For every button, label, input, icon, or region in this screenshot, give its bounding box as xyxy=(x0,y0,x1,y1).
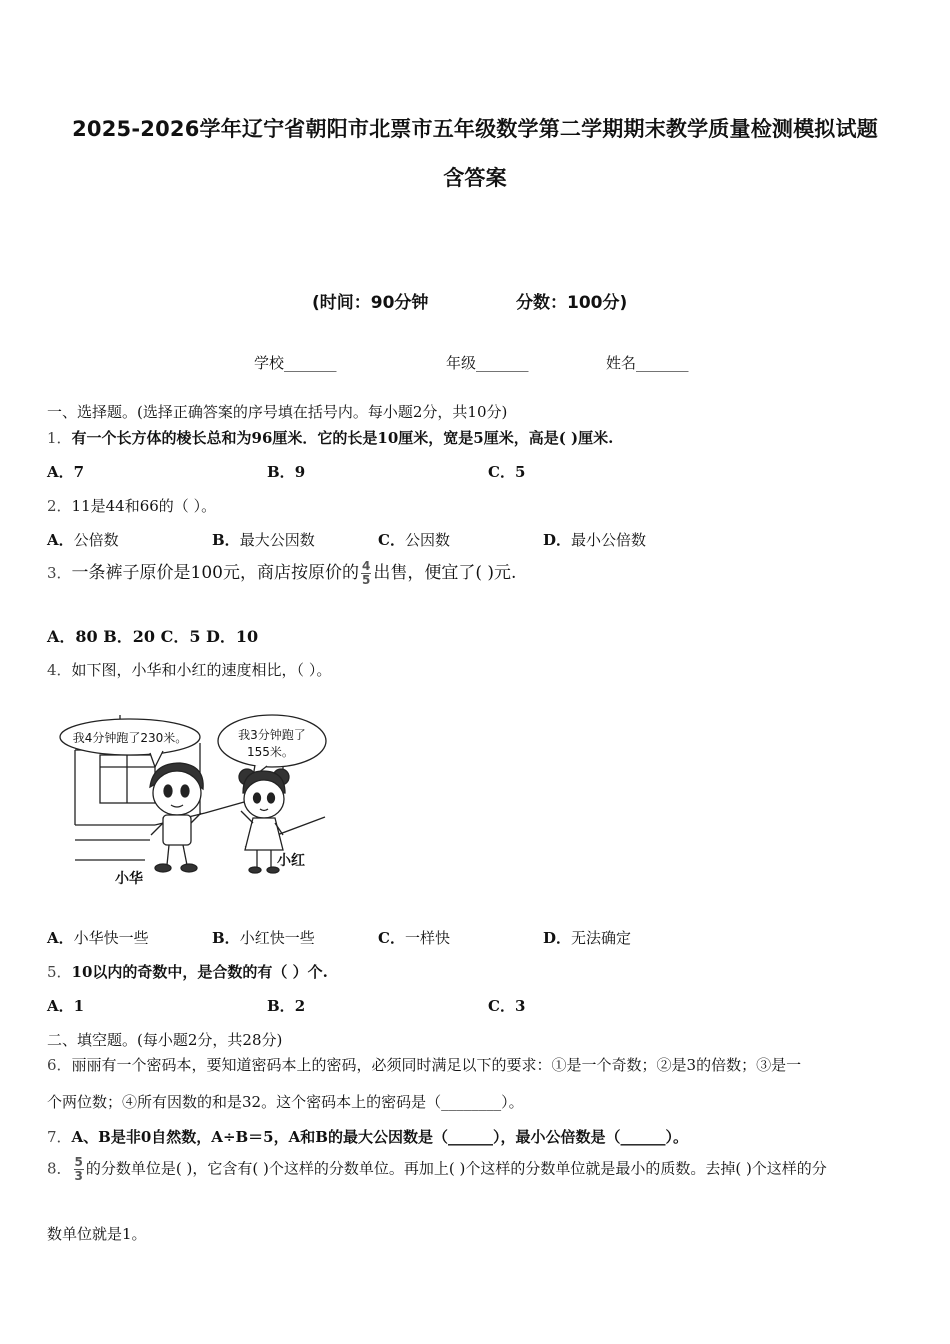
question-number: 2． xyxy=(47,497,72,515)
q2-option-c: C．公因数 xyxy=(378,531,450,549)
label-boy: 小华 xyxy=(115,871,143,887)
question-text: 丽丽有一个密码本，要知道密码本上的密码，必须同时满足以下的要求：①是一个奇数；②是3的倍数；③是一 xyxy=(71,1056,802,1074)
q4-option-c: C．一样快 xyxy=(378,929,450,947)
q2-option-b: B．最大公因数 xyxy=(212,531,315,549)
question-6 xyxy=(47,1054,801,1075)
question-text-before: 一条裤子原价是100元，商店按原价的 xyxy=(71,563,359,583)
question-number: 4． xyxy=(47,661,72,679)
question-text-after: 出售，便宜了( )元. xyxy=(373,563,517,583)
name-field: 姓名_______ xyxy=(606,354,689,372)
page-title: 2025-2026学年辽宁省朝阳市北票市五年级数学第二学期期末教学质量检测模拟试题 xyxy=(72,117,878,141)
q5-option-b: B．2 xyxy=(267,997,306,1015)
q1-option-c: C．5 xyxy=(488,463,526,481)
fraction: $\frac{5}{3}$ xyxy=(74,1155,83,1183)
question-text: 如下图，小华和小红的速度相比，（ ）。 xyxy=(71,661,332,679)
q1-option-a: A．7 xyxy=(47,463,85,481)
question-number: 7． xyxy=(47,1128,72,1146)
question-4 xyxy=(47,659,331,680)
fraction: $\frac{4}{5}$ xyxy=(362,559,371,587)
exam-time: (时间：90分钟 xyxy=(312,293,429,313)
page-title-line2: 含答案 xyxy=(443,166,507,190)
question-5 xyxy=(47,961,328,982)
boy-figure xyxy=(150,763,203,872)
bubble-text-right-2: 155米。 xyxy=(247,745,294,759)
q4-option-a: A．小华快一些 xyxy=(47,929,149,947)
running-illustration xyxy=(55,705,345,895)
section-heading-fill: 二、填空题。(每小题2分，共28分) xyxy=(47,1031,283,1049)
question-number: 3． xyxy=(47,564,72,582)
q3-options: A．80 B．20 C．5 D．10 xyxy=(47,627,259,646)
question-2 xyxy=(47,495,216,516)
school-field: 学校_______ xyxy=(254,354,337,372)
question-3 xyxy=(47,558,516,587)
question-8 xyxy=(47,1156,827,1183)
question-number: 8． xyxy=(47,1159,72,1178)
question-1 xyxy=(47,427,613,448)
question-number: 1． xyxy=(47,429,72,447)
question-8-line2: 数单位就是1。 xyxy=(47,1225,147,1243)
bubble-text-right-1: 我3分钟跑了 xyxy=(238,728,306,742)
question-7 xyxy=(47,1126,688,1147)
q2-option-a: A．公倍数 xyxy=(47,531,119,549)
question-number: 6． xyxy=(47,1056,72,1074)
question-text: 的分数单位是( )，它含有( )个这样的分数单位。再加上( )个这样的分数单位就是最小的质数。去掉( )个这样的分 xyxy=(85,1159,827,1178)
q2-option-d: D．最小公倍数 xyxy=(543,531,647,549)
question-text: 10以内的奇数中，是合数的有（ ）个. xyxy=(71,963,328,981)
q4-option-b: B．小红快一些 xyxy=(212,929,315,947)
bubble-text-left: 我4分钟跑了230米。 xyxy=(72,731,188,745)
q5-option-a: A．1 xyxy=(47,997,85,1015)
question-6-line2: 个两位数；④所有因数的和是32。这个密码本上的密码是（________）。 xyxy=(47,1093,524,1111)
label-girl: 小红 xyxy=(277,853,305,869)
section-heading-choice: 一、选择题。(选择正确答案的序号填在括号内。每小题2分，共10分) xyxy=(47,403,508,421)
question-text: A、B是非0自然数，A÷B＝5，A和B的最大公因数是（______），最小公倍数是（______）。 xyxy=(71,1128,688,1146)
question-number: 5． xyxy=(47,963,72,981)
question-text: 有一个长方体的棱长总和为96厘米．它的长是10厘米，宽是5厘米，高是( )厘米. xyxy=(71,429,614,447)
question-text: 11是44和66的（ ）。 xyxy=(71,497,217,515)
q1-option-b: B．9 xyxy=(267,463,306,481)
q5-option-c: C．3 xyxy=(488,997,526,1015)
exam-score: 分数：100分) xyxy=(516,293,628,313)
grade-field: 年级_______ xyxy=(446,354,529,372)
q4-option-d: D．无法确定 xyxy=(543,929,632,947)
